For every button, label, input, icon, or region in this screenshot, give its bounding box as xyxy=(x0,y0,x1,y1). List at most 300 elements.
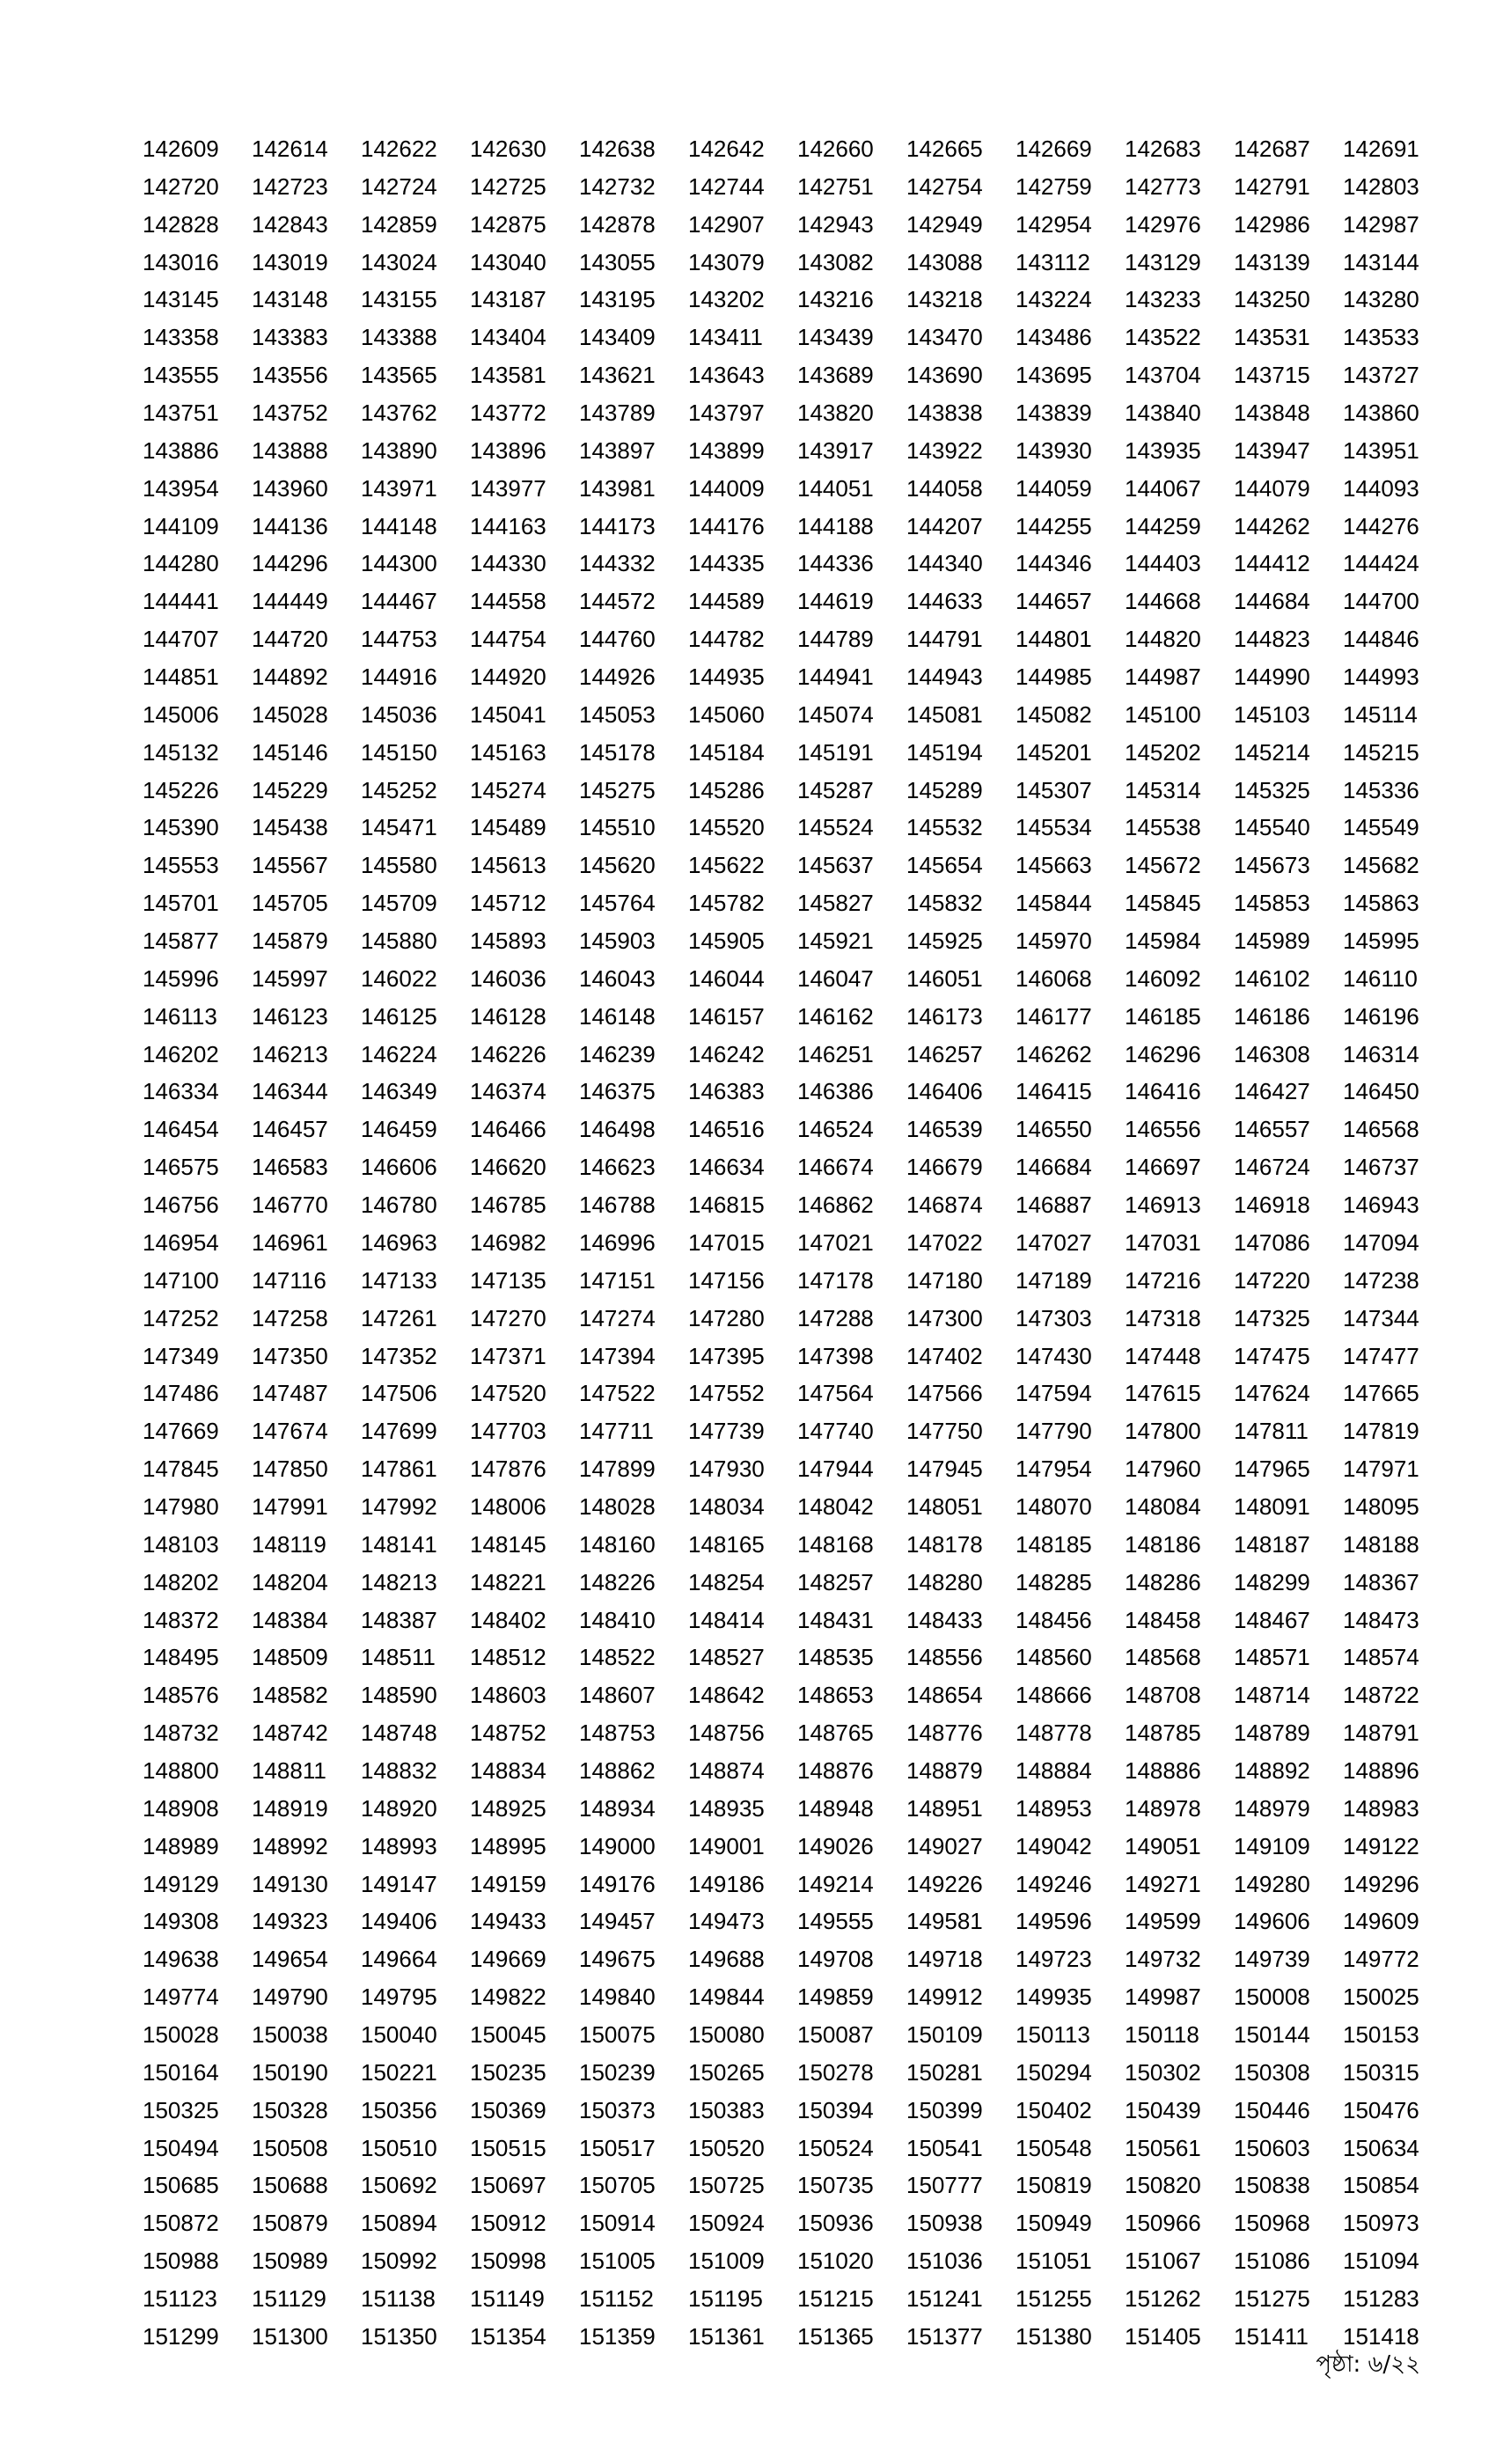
roll-number-cell: 150494 xyxy=(143,2134,219,2161)
roll-number-cell: 147027 xyxy=(1016,1228,1092,1256)
roll-number-cell: 149654 xyxy=(252,1946,328,1973)
roll-number-cell: 143486 xyxy=(1016,324,1092,351)
roll-number-cell: 147992 xyxy=(361,1492,437,1520)
roll-number-cell: 149675 xyxy=(579,1946,656,1973)
roll-number-cell: 147703 xyxy=(470,1418,546,1445)
roll-number-cell: 148722 xyxy=(1343,1682,1419,1709)
roll-number-cell: 151380 xyxy=(1016,2322,1092,2350)
page-number: পৃষ্ঠা: ৬/২২ xyxy=(1316,2351,1420,2378)
roll-number-cell: 150080 xyxy=(688,2020,765,2048)
roll-number-cell: 148299 xyxy=(1234,1568,1310,1595)
roll-number-cell: 148467 xyxy=(1234,1606,1310,1633)
roll-number-cell: 146110 xyxy=(1343,964,1418,992)
roll-number-cell: 145705 xyxy=(252,890,328,917)
roll-number-cell: 145114 xyxy=(1343,700,1418,728)
roll-number-cell: 150439 xyxy=(1125,2096,1201,2123)
roll-number-cell: 142732 xyxy=(579,172,656,200)
roll-number-cell: 148410 xyxy=(579,1606,656,1633)
roll-number-cell: 142622 xyxy=(361,136,437,162)
roll-number-cell: 150998 xyxy=(470,2248,546,2275)
roll-number-cell: 151300 xyxy=(252,2322,328,2350)
roll-number-cell: 145074 xyxy=(797,700,874,728)
roll-number-cell: 147135 xyxy=(470,1266,546,1294)
roll-number-cell: 143233 xyxy=(1125,286,1201,313)
roll-number-cell: 143439 xyxy=(797,324,874,351)
roll-number-cell: 145921 xyxy=(797,928,874,955)
roll-number-cell: 149176 xyxy=(579,1870,656,1897)
roll-number-cell: 150973 xyxy=(1343,2210,1419,2237)
roll-number-cell: 145274 xyxy=(470,776,546,803)
roll-number-cell: 148666 xyxy=(1016,1682,1092,1709)
roll-number-cell: 149739 xyxy=(1234,1946,1310,1973)
roll-number-cell: 143917 xyxy=(797,436,874,464)
roll-number-cell: 146982 xyxy=(470,1228,546,1256)
roll-number-cell: 145637 xyxy=(797,852,874,879)
roll-number-cell: 150949 xyxy=(1016,2210,1092,2237)
roll-number-cell: 147971 xyxy=(1343,1456,1419,1483)
roll-number-cell: 147220 xyxy=(1234,1266,1310,1294)
roll-number-cell: 148834 xyxy=(470,1756,546,1784)
roll-number-cell: 143690 xyxy=(906,362,983,389)
roll-number-cell: 148568 xyxy=(1125,1644,1201,1671)
roll-number-cell: 145163 xyxy=(470,738,546,766)
roll-number-cell: 146296 xyxy=(1125,1040,1201,1067)
roll-number-cell: 151365 xyxy=(797,2322,874,2350)
roll-number-cell: 147819 xyxy=(1343,1418,1419,1445)
roll-number-cell: 149912 xyxy=(906,1984,983,2011)
roll-number-cell: 148989 xyxy=(143,1832,219,1859)
roll-number-cell: 150561 xyxy=(1125,2134,1201,2161)
roll-number-cell: 145041 xyxy=(470,700,546,728)
roll-number-cell: 151036 xyxy=(906,2248,983,2275)
roll-number-cell: 144173 xyxy=(579,512,656,539)
roll-number-cell: 142791 xyxy=(1234,172,1310,200)
roll-number-cell: 144340 xyxy=(906,550,983,577)
roll-number-cell: 144791 xyxy=(906,626,983,653)
roll-number-cell: 143224 xyxy=(1016,286,1092,313)
roll-number-cell: 146113 xyxy=(143,1002,217,1030)
roll-number-cell: 147395 xyxy=(688,1342,765,1369)
roll-number-cell: 145893 xyxy=(470,928,546,955)
roll-number-cell: 145620 xyxy=(579,852,656,879)
roll-number-cell: 144067 xyxy=(1125,474,1201,502)
roll-number-cell: 148527 xyxy=(688,1644,765,1671)
roll-number-cell: 143899 xyxy=(688,436,765,464)
roll-number-cell: 148433 xyxy=(906,1606,983,1633)
roll-number-cell: 148473 xyxy=(1343,1606,1419,1633)
roll-number-cell: 148995 xyxy=(470,1832,546,1859)
roll-number-cell: 142803 xyxy=(1343,172,1419,200)
roll-number-cell: 144163 xyxy=(470,512,546,539)
roll-number-cell: 146213 xyxy=(252,1040,328,1067)
roll-number-cell: 146557 xyxy=(1234,1116,1310,1143)
roll-number-cell: 145532 xyxy=(906,814,983,841)
roll-number-cell: 145613 xyxy=(470,852,546,879)
roll-number-cell: 143960 xyxy=(252,474,328,502)
roll-number-cell: 150040 xyxy=(361,2020,437,2048)
roll-number-cell: 150989 xyxy=(252,2248,328,2275)
roll-number-cell: 145081 xyxy=(906,700,983,728)
roll-number-cell: 146157 xyxy=(688,1002,765,1030)
roll-number-cell: 151215 xyxy=(797,2284,874,2312)
roll-number-cell: 145903 xyxy=(579,928,656,955)
roll-number-cell: 147189 xyxy=(1016,1266,1092,1294)
roll-number-cell: 147156 xyxy=(688,1266,765,1294)
roll-number-cell: 145877 xyxy=(143,928,219,955)
roll-number-cell: 146257 xyxy=(906,1040,983,1067)
roll-number-cell: 143409 xyxy=(579,324,656,351)
roll-number-cell: 145146 xyxy=(252,738,328,766)
roll-number-cell: 143388 xyxy=(361,324,437,351)
roll-number-cell: 146036 xyxy=(470,964,546,992)
roll-number-cell: 143055 xyxy=(579,248,656,275)
roll-number-cell: 146913 xyxy=(1125,1192,1201,1219)
roll-number-cell: 149987 xyxy=(1125,1984,1201,2011)
roll-number-cell: 148511 xyxy=(361,1644,436,1671)
roll-number-cell: 150294 xyxy=(1016,2058,1092,2086)
roll-number-cell: 145510 xyxy=(579,814,656,841)
roll-number-cell: 148178 xyxy=(906,1530,983,1558)
roll-number-cell: 142665 xyxy=(906,136,983,162)
roll-number-cell: 146539 xyxy=(906,1116,983,1143)
roll-number-cell: 149774 xyxy=(143,1984,219,2011)
roll-number-cell: 144558 xyxy=(470,588,546,615)
roll-number-cell: 148119 xyxy=(252,1530,326,1558)
roll-number-cell: 150025 xyxy=(1343,1984,1419,2011)
roll-number-cell: 148603 xyxy=(470,1682,546,1709)
roll-number-cell: 143977 xyxy=(470,474,546,502)
roll-number-cell: 149844 xyxy=(688,1984,765,2011)
roll-number-cell: 144990 xyxy=(1234,664,1310,691)
roll-number-cell: 145184 xyxy=(688,738,765,766)
roll-number-cell: 148879 xyxy=(906,1756,983,1784)
roll-number-cell: 150315 xyxy=(1343,2058,1419,2086)
roll-number-cell: 149581 xyxy=(906,1908,983,1935)
roll-number-cell: 151405 xyxy=(1125,2322,1201,2350)
roll-number-cell: 145580 xyxy=(361,852,437,879)
roll-number-cell: 146862 xyxy=(797,1192,874,1219)
roll-number-cell: 148993 xyxy=(361,1832,437,1859)
roll-number-cell: 148642 xyxy=(688,1682,765,1709)
roll-number-cell: 148028 xyxy=(579,1492,656,1520)
roll-number-cell: 144336 xyxy=(797,550,874,577)
roll-number-cell: 144051 xyxy=(797,474,874,502)
roll-number-cell: 151241 xyxy=(906,2284,983,2312)
roll-number-cell: 145995 xyxy=(1343,928,1419,955)
roll-number-cell: 144926 xyxy=(579,664,656,691)
roll-number-cell: 143947 xyxy=(1234,436,1310,464)
roll-number-cell: 147954 xyxy=(1016,1456,1092,1483)
roll-number-cell: 149406 xyxy=(361,1908,437,1935)
roll-number-cell: 143762 xyxy=(361,400,437,427)
roll-number-cell: 150402 xyxy=(1016,2096,1092,2123)
roll-number-cell: 144412 xyxy=(1234,550,1310,577)
roll-number-cell: 147430 xyxy=(1016,1342,1092,1369)
roll-number-cell: 147021 xyxy=(797,1228,874,1256)
roll-number-cell: 144700 xyxy=(1343,588,1419,615)
roll-number-cell: 145663 xyxy=(1016,852,1092,879)
roll-number-cell: 148800 xyxy=(143,1756,219,1784)
roll-number-cell: 149457 xyxy=(579,1908,656,1935)
roll-number-cell: 148254 xyxy=(688,1568,765,1595)
roll-number-cell: 142875 xyxy=(470,210,546,238)
roll-number-cell: 146125 xyxy=(361,1002,437,1030)
roll-number-cell: 149772 xyxy=(1343,1946,1419,1973)
roll-number-cell: 142638 xyxy=(579,136,656,162)
roll-number-cell: 143358 xyxy=(143,324,219,351)
roll-number-cell: 148367 xyxy=(1343,1568,1419,1595)
roll-number-cell: 148221 xyxy=(470,1568,546,1595)
roll-number-cell: 147178 xyxy=(797,1266,874,1294)
roll-number-cell: 150045 xyxy=(470,2020,546,2048)
roll-number-cell: 146406 xyxy=(906,1078,983,1105)
roll-number-cell: 147288 xyxy=(797,1304,874,1331)
roll-number-cell: 147448 xyxy=(1125,1342,1201,1369)
roll-number-cell: 146202 xyxy=(143,1040,219,1067)
roll-number-cell: 150685 xyxy=(143,2172,219,2199)
roll-number-cell: 149718 xyxy=(906,1946,983,1973)
roll-number-cell: 146943 xyxy=(1343,1192,1419,1219)
roll-number-cell: 147486 xyxy=(143,1380,219,1407)
roll-number-cell: 148920 xyxy=(361,1794,437,1822)
roll-number-cell: 151361 xyxy=(688,2322,765,2350)
roll-number-cell: 147086 xyxy=(1234,1228,1310,1256)
roll-number-cell: 145201 xyxy=(1016,738,1092,766)
roll-number-cell: 148226 xyxy=(579,1568,656,1595)
roll-number-cell: 145100 xyxy=(1125,700,1201,728)
roll-number-cell: 147022 xyxy=(906,1228,983,1256)
roll-number-cell: 143470 xyxy=(906,324,983,351)
roll-number-cell: 148983 xyxy=(1343,1794,1419,1822)
roll-number-cell: 148979 xyxy=(1234,1794,1310,1822)
roll-number-cell: 148402 xyxy=(470,1606,546,1633)
roll-number-cell: 146102 xyxy=(1234,964,1310,992)
roll-number-cell: 145229 xyxy=(252,776,328,803)
roll-number-cell: 146954 xyxy=(143,1228,219,1256)
roll-number-cell: 151149 xyxy=(470,2284,545,2312)
roll-number-cell: 150325 xyxy=(143,2096,219,2123)
roll-number-cell: 143896 xyxy=(470,436,546,464)
roll-number-cell: 150476 xyxy=(1343,2096,1419,2123)
roll-number-cell: 143751 xyxy=(143,400,219,427)
roll-number-cell: 147564 xyxy=(797,1380,874,1407)
roll-number-cell: 147945 xyxy=(906,1456,983,1483)
roll-number-cell: 147274 xyxy=(579,1304,656,1331)
roll-number-cell: 149473 xyxy=(688,1908,765,1935)
roll-number-cell: 151009 xyxy=(688,2248,765,2275)
roll-number-cell: 142986 xyxy=(1234,210,1310,238)
roll-number-cell: 143112 xyxy=(1016,248,1090,275)
roll-number-cell: 147944 xyxy=(797,1456,874,1483)
roll-number-cell: 148753 xyxy=(579,1720,656,1747)
roll-number-cell: 151255 xyxy=(1016,2284,1092,2312)
roll-number-cell: 144441 xyxy=(143,588,219,615)
roll-number-cell: 147349 xyxy=(143,1342,219,1369)
roll-number-cell: 142859 xyxy=(361,210,437,238)
roll-number-cell: 149051 xyxy=(1125,1832,1201,1859)
roll-number-cell: 145925 xyxy=(906,928,983,955)
roll-number-cell: 149109 xyxy=(1234,1832,1310,1859)
roll-number-cell: 148742 xyxy=(252,1720,328,1747)
roll-number-cell: 145622 xyxy=(688,852,765,879)
roll-number-cell: 144467 xyxy=(361,588,437,615)
roll-number-cell: 149822 xyxy=(470,1984,546,2011)
roll-number-cell: 150446 xyxy=(1234,2096,1310,2123)
roll-number-cell: 147180 xyxy=(906,1266,983,1294)
roll-number-cell: 146606 xyxy=(361,1154,437,1181)
roll-number-cell: 144801 xyxy=(1016,626,1092,653)
roll-number-cell: 148522 xyxy=(579,1644,656,1671)
roll-number-cell: 148948 xyxy=(797,1794,874,1822)
roll-number-cell: 150308 xyxy=(1234,2058,1310,2086)
roll-number-cell: 147270 xyxy=(470,1304,546,1331)
roll-number-cell: 142843 xyxy=(252,210,328,238)
roll-number-cell: 148571 xyxy=(1234,1644,1310,1671)
roll-number-cell: 148748 xyxy=(361,1720,437,1747)
roll-number-cell: 146226 xyxy=(470,1040,546,1067)
roll-number-cell: 147674 xyxy=(252,1418,328,1445)
roll-number-cell: 144993 xyxy=(1343,664,1419,691)
roll-number-cell: 143848 xyxy=(1234,400,1310,427)
roll-number-cell: 146634 xyxy=(688,1154,765,1181)
roll-number-cell: 145845 xyxy=(1125,890,1201,917)
roll-number-cell: 150281 xyxy=(906,2058,983,2086)
roll-number-cell: 145540 xyxy=(1234,814,1310,841)
roll-number-cell: 145489 xyxy=(470,814,546,841)
roll-number-cell: 146123 xyxy=(252,1002,328,1030)
roll-number-cell: 148384 xyxy=(252,1606,328,1633)
roll-number-cell: 147750 xyxy=(906,1418,983,1445)
roll-number-cell: 149186 xyxy=(688,1870,765,1897)
roll-number-cell: 148582 xyxy=(252,1682,328,1709)
roll-number-cell: 150838 xyxy=(1234,2172,1310,2199)
roll-number-cell: 150008 xyxy=(1234,1984,1310,2011)
roll-number-cell: 147850 xyxy=(252,1456,328,1483)
roll-number-cell: 145844 xyxy=(1016,890,1092,917)
roll-number-cell: 149795 xyxy=(361,1984,437,2011)
roll-number-cell: 144059 xyxy=(1016,474,1092,502)
roll-number-cell: 146788 xyxy=(579,1192,656,1219)
roll-number-cell: 145214 xyxy=(1234,738,1310,766)
roll-number-cell: 148512 xyxy=(470,1644,546,1671)
roll-number-cell: 147475 xyxy=(1234,1342,1310,1369)
roll-number-cell: 148168 xyxy=(797,1530,874,1558)
roll-number-cell: 147398 xyxy=(797,1342,874,1369)
roll-number-cell: 145226 xyxy=(143,776,219,803)
roll-number-cell: 151411 xyxy=(1234,2322,1309,2350)
roll-number-cell: 145006 xyxy=(143,700,219,728)
roll-number-cell: 143129 xyxy=(1125,248,1201,275)
roll-number-cell: 148886 xyxy=(1125,1756,1201,1784)
roll-number-cell: 145036 xyxy=(361,700,437,728)
roll-number-cell: 148653 xyxy=(797,1682,874,1709)
roll-number-cell: 151020 xyxy=(797,2248,874,2275)
roll-number-cell: 148187 xyxy=(1234,1530,1310,1558)
roll-number-cell: 148202 xyxy=(143,1568,219,1595)
roll-number-cell: 145150 xyxy=(361,738,437,766)
roll-number-cell: 148874 xyxy=(688,1756,765,1784)
roll-number-cell: 145682 xyxy=(1343,852,1419,879)
roll-number-cell: 148034 xyxy=(688,1492,765,1520)
roll-number-cell: 150894 xyxy=(361,2210,437,2237)
roll-number-cell: 146466 xyxy=(470,1116,546,1143)
roll-number-cell: 144633 xyxy=(906,588,983,615)
roll-number-cell: 145832 xyxy=(906,890,983,917)
roll-number-cell: 151275 xyxy=(1234,2284,1310,2312)
roll-number-cell: 150879 xyxy=(252,2210,328,2237)
roll-number-cell: 145996 xyxy=(143,964,219,992)
roll-number-cell: 151123 xyxy=(143,2284,217,2312)
roll-number-cell: 148285 xyxy=(1016,1568,1092,1595)
roll-number-cell: 144079 xyxy=(1234,474,1310,502)
roll-number-cell: 150517 xyxy=(579,2134,656,2161)
roll-number-cell: 151359 xyxy=(579,2322,656,2350)
roll-number-cell: 146568 xyxy=(1343,1116,1419,1143)
roll-number-cell: 145880 xyxy=(361,928,437,955)
roll-number-cell: 148280 xyxy=(906,1568,983,1595)
roll-number-cell: 148708 xyxy=(1125,1682,1201,1709)
roll-number-cell: 151005 xyxy=(579,2248,656,2275)
roll-number-cell: 146022 xyxy=(361,964,437,992)
roll-number-cell: 144846 xyxy=(1343,626,1419,653)
roll-number-cell: 145549 xyxy=(1343,814,1419,841)
roll-number-cell: 144916 xyxy=(361,664,437,691)
roll-number-cell: 150936 xyxy=(797,2210,874,2237)
roll-number-cell: 143216 xyxy=(797,286,874,313)
roll-number-cell: 144403 xyxy=(1125,550,1201,577)
roll-number-cell: 145028 xyxy=(252,700,328,728)
roll-number-cell: 143040 xyxy=(470,248,546,275)
roll-number-cell: 148070 xyxy=(1016,1492,1092,1520)
roll-number-cell: 143533 xyxy=(1343,324,1419,351)
roll-number-cell: 148607 xyxy=(579,1682,656,1709)
roll-number-cell: 150278 xyxy=(797,2058,874,2086)
roll-number-cell: 145060 xyxy=(688,700,765,728)
roll-number-cell: 148908 xyxy=(143,1794,219,1822)
roll-number-cell: 150938 xyxy=(906,2210,983,2237)
roll-number-cell: 146815 xyxy=(688,1192,765,1219)
roll-number-cell: 146459 xyxy=(361,1116,437,1143)
roll-number-cell: 145191 xyxy=(797,738,874,766)
roll-number-cell: 147930 xyxy=(688,1456,765,1483)
roll-number-cell: 150524 xyxy=(797,2134,874,2161)
roll-number-cell: 150356 xyxy=(361,2096,437,2123)
roll-number-cell: 143139 xyxy=(1234,248,1310,275)
roll-number-cell: 146092 xyxy=(1125,964,1201,992)
roll-number-cell: 144720 xyxy=(252,626,328,653)
roll-number-cell: 148186 xyxy=(1125,1530,1201,1558)
roll-number-cell: 145701 xyxy=(143,890,219,917)
roll-number-cell: 146148 xyxy=(579,1002,656,1030)
roll-number-cell: 148509 xyxy=(252,1644,328,1671)
roll-number-cell: 151350 xyxy=(361,2322,437,2350)
roll-number-cell: 144753 xyxy=(361,626,437,653)
roll-number-cell: 151086 xyxy=(1234,2248,1310,2275)
roll-number-cell: 149129 xyxy=(143,1870,219,1897)
roll-number-cell: 150038 xyxy=(252,2020,328,2048)
roll-number-cell: 142759 xyxy=(1016,172,1092,200)
roll-number-cell: 145325 xyxy=(1234,776,1310,803)
roll-number-cell: 143024 xyxy=(361,248,437,275)
roll-number-cell: 143971 xyxy=(361,474,437,502)
roll-number-cell: 146427 xyxy=(1234,1078,1310,1105)
roll-number-cell: 151129 xyxy=(252,2284,326,2312)
roll-number-cell: 149246 xyxy=(1016,1870,1092,1897)
roll-number-cell: 146770 xyxy=(252,1192,328,1219)
roll-number-cell: 149555 xyxy=(797,1908,874,1935)
roll-number-cell: 142878 xyxy=(579,210,656,238)
roll-number-cell: 143930 xyxy=(1016,436,1092,464)
